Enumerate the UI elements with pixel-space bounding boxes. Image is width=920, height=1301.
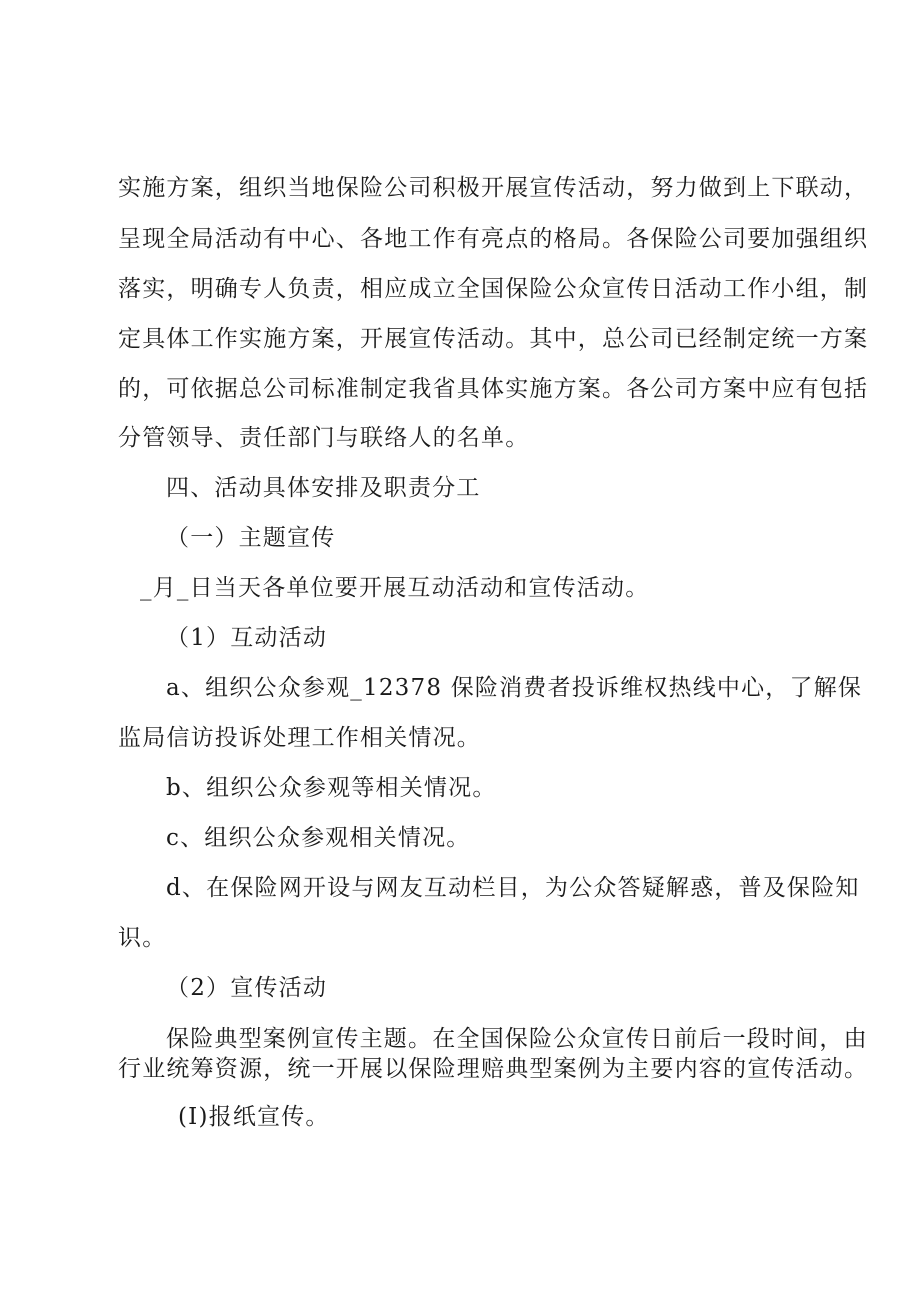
item-heading: (I)报纸宣传。	[178, 1104, 330, 1130]
list-item-line: 监局信访投诉处理工作相关情况。	[118, 725, 481, 751]
list-item-line: b、组织公众参观等相关情况。	[166, 775, 497, 801]
paragraph-line: _月_日当天各单位要开展互动活动和宣传活动。	[140, 575, 650, 601]
item-heading: （2）宣传活动	[166, 975, 328, 1001]
list-item-line: 识。	[118, 925, 167, 951]
subsection-heading: （一）主题宣传	[166, 525, 336, 551]
paragraph-line: 保险典型案例宣传主题。在全国保险公众宣传日前后一段时间，由	[166, 1026, 868, 1052]
paragraph-line: 定具体工作实施方案，开展宣传活动。其中，总公司已经制定统一方案	[118, 326, 869, 352]
paragraph-line: 行业统筹资源，统一开展以保险理赔典型案例为主要内容的宣传活动。	[118, 1056, 869, 1082]
paragraph-line: 分管领导、责任部门与联络人的名单。	[118, 425, 530, 451]
paragraph-line: 落实，明确专人负责，相应成立全国保险公众宣传日活动工作小组，制	[118, 276, 869, 302]
paragraph-line: 呈现全局活动有中心、各地工作有亮点的格局。各保险公司要加强组织	[118, 226, 869, 252]
paragraph-line: 的，可依据总公司标准制定我省具体实施方案。各公司方案中应有包括	[118, 376, 869, 402]
item-heading: （1）互动活动	[166, 625, 328, 651]
list-item-line: c、组织公众参观相关情况。	[166, 825, 471, 851]
section-heading: 四、活动具体安排及职责分工	[166, 475, 481, 501]
list-item-line: a、组织公众参观_12378 保险消费者投诉维权热线中心，了解保	[166, 675, 863, 701]
paragraph-line: 实施方案，组织当地保险公司积极开展宣传活动，努力做到上下联动，	[118, 175, 869, 201]
list-item-line: d、在保险网开设与网友互动栏目，为公众答疑解惑，普及保险知	[166, 875, 860, 901]
